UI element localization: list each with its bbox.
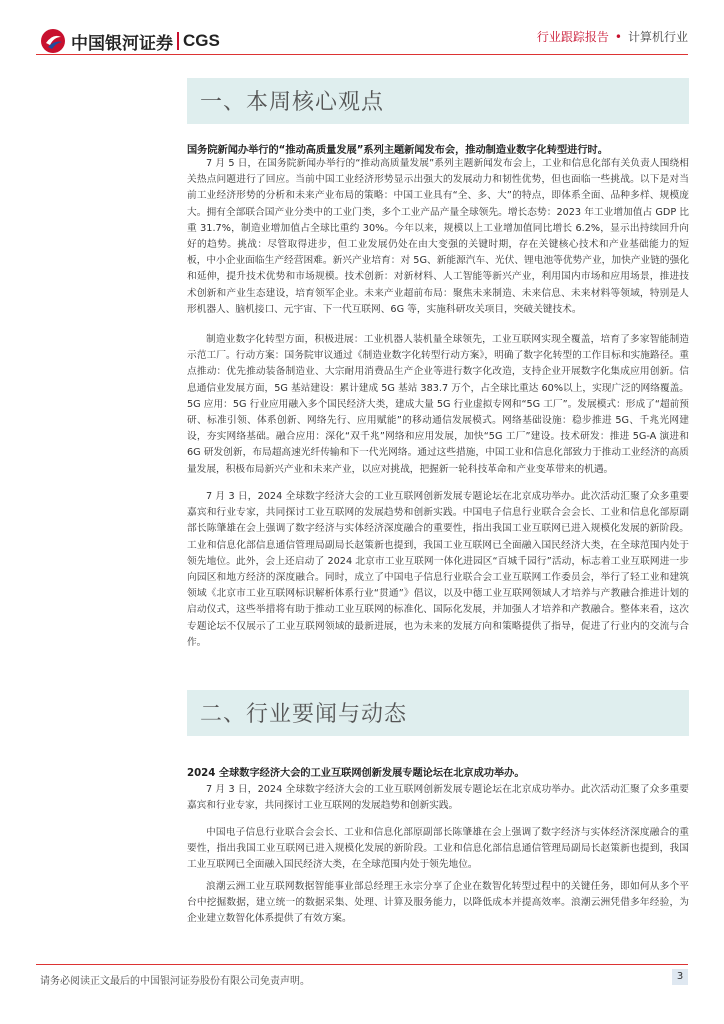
report-category <box>537 28 688 45</box>
report-type: 行业跟踪报告 <box>536 30 609 44</box>
company-logo <box>40 28 220 54</box>
cgs-logo-icon <box>40 28 66 54</box>
industry-label: 计算机行业 <box>627 30 688 44</box>
header-divider <box>36 54 688 55</box>
body-paragraph: 中国电子信息行业联合会会长、工业和信息化部原副部长陈肇雄在会上强调了数字经济与实体经济深度融合的重要性，指出我国工业互联网已进入规模化发展的新阶段。工业和信息化部信息通信管理局副局长赵策新也提到，我国工业互联网已全面融入国民经济大类，在全球范围内处于领先地位。 <box>187 827 689 871</box>
news-headline: 2024 全球数字经济大会的工业互联网创新发展专题论坛在北京成功举办。 <box>187 768 525 779</box>
lead-headline: 国务院新闻办举行的“推动高质量发展”系列主题新闻发布会，推动制造业数字化转型进行时。 <box>187 145 608 156</box>
header-separator: • <box>614 30 622 44</box>
logo-separator <box>177 32 179 50</box>
logo-cgs: CGS <box>183 31 220 50</box>
section-title: 一、本周核心观点 <box>200 90 385 115</box>
body-paragraph: 7 月 3 日，2024 全球数字经济大会的工业互联网创新发展专题论坛在北京成功举办。此次活动汇聚了众多重要嘉宾和行业专家，共同探讨工业互联网的发展趋势和创新实践。 <box>187 784 689 812</box>
body-paragraph: 7 月 3 日，2024 全球数字经济大会的工业互联网创新发展专题论坛在北京成功举办。此次活动汇聚了众多重要嘉宾和行业专家，共同探讨工业互联网的发展趋势和创新实践。中国电子信息行业联合会会长、工业和信息化部原副部长陈肇雄在会上强调了数字经济与实体经济深度融合的重要性，指出我国工业互联网已进入规模化发展的新阶段。工业和信息化部信息通信管理局副局长赵策新也提到，我国工业互联网已全面融入国民经济大类，在全球范围内处于领先地位。此外，会上还启动了 2024 北京市工业互联网一体化进园区“百城千园行”活动，标志着工业互联网进一步向园区和地方经济的深度融合。同时，成立了中国电子信息行业联合会工业互联网工作委员会，举行了轻工业和建筑领域《北京市工业互联网标识解析体系行业“贯通”》倡议，以及中德工业互联网领域人才培养与产教融合推进计划的启动仪式，这些举措将有助于推动工业互联网的标准化、国际化发展，并加强人才培养和产教融合。整体来看，这次专题论坛不仅展示了工业互联网领域的最新进展，也为未来的发展方向和策略提供了指导，促进了行业内的交流与合作。 <box>187 491 689 648</box>
body-paragraph: 浪潮云洲工业互联网数据智能事业部总经理王永宗分享了企业在数智化转型过程中的关键任务，即如何从多个平台中挖掘数据，建立统一的数据采集、处理、计算及服务能力，以降低成本并提高效率。浪潮云洲凭借多年经验，为企业建立数智化体系提供了有效方案。 <box>187 881 689 925</box>
disclaimer-text: 请务必阅读正文最后的中国银河证券股份有限公司免责声明。 <box>40 976 310 987</box>
page-header <box>0 0 724 62</box>
footer-divider <box>36 964 688 965</box>
logo-text: 中国银河证券 <box>71 33 173 54</box>
body-paragraph: 7 月 5 日，在国务院新闻办举行的“推动高质量发展”系列主题新闻发布会上，工业和信息化部有关负责人围绕相关热点问题进行了回应。当前中国工业经济形势显示出强大的发展动力和韧性优势，但也面临一些挑战。以下是对当前工业经济形势的分析和未来产业布局的策略：中国工业具有“全、多、大”的特点，即体系全面、品种多样、规模庞大。拥有全部联合国产业分类中的工业门类，多个工业产品产量全球领先。增长态势：2023 年工业增加值占 GDP 比重 31.7%，制造业增加值占全球比重约 30%。今年以来，规模以上工业增加值同比增长 6.2%，显示出持续回升向好的趋势。挑战：尽管取得进步，但工业发展仍处在由大变强的关键时期，存在关键核心技术和产业基础能力的短板，中小企业面临生产经营困难。新兴产业培育：对 5G、新能源汽车、光伏、锂电池等优势产业，加快产业链的强化和延伸，提升技术优势和市场规模。技术创新：对新材料、人工智能等新兴产业，利用国内市场和应用场景，推进技术创新和产业生态建设，培育领军企业。未来产业超前布局：聚焦未来制造、未来信息、未来材料等领域，特别是人形机器人、脑机接口、元宇宙、下一代互联网、6G 等，实施科研攻关项目，突破关键技术。 <box>187 158 689 315</box>
body-paragraph: 制造业数字化转型方面，积极进展：工业机器人装机量全球领先，工业互联网实现全覆盖，培育了多家智能制造示范工厂。行动方案：国务院审议通过《制造业数字化转型行动方案》，明确了数字化转型的工作目标和实施路径。重点推动：优先推动装备制造业、大宗耐用消费品生产企业等进行数字化改造，支持企业开展数字化集成应用创新。信息通信业发展方面，5G 基站建设：累计建成 5G 基站 383.7 万个，占全球比重达 60%以上，实现广泛的网络覆盖。5G 应用：5G 行业应用融入多个国民经济大类，建成大量 5G 行业虚拟专网和“5G 工厂”。发展模式：形成了“超前预研、标准引领、体系创新、网络先行、应用赋能”的移动通信发展模式。网络基础设施：稳步推进 5G、千兆光网建设，夯实网络基础。融合应用：深化“双千兆”网络和应用发展，加快“5G 工厂”建设。技术研发：推进 5G-A 演进和 6G 研发创新，布局超高速光纤传输和下一代光网络。通过这些措施，中国工业和信息化部致力于推动工业经济的高质量发展，积极布局新兴产业和未来产业，以应对挑战，把握新一轮科技革命和产业变革带来的机遇。 <box>187 334 689 475</box>
section-title: 二、行业要闻与动态 <box>200 702 408 727</box>
page-number: 3 <box>672 969 688 985</box>
